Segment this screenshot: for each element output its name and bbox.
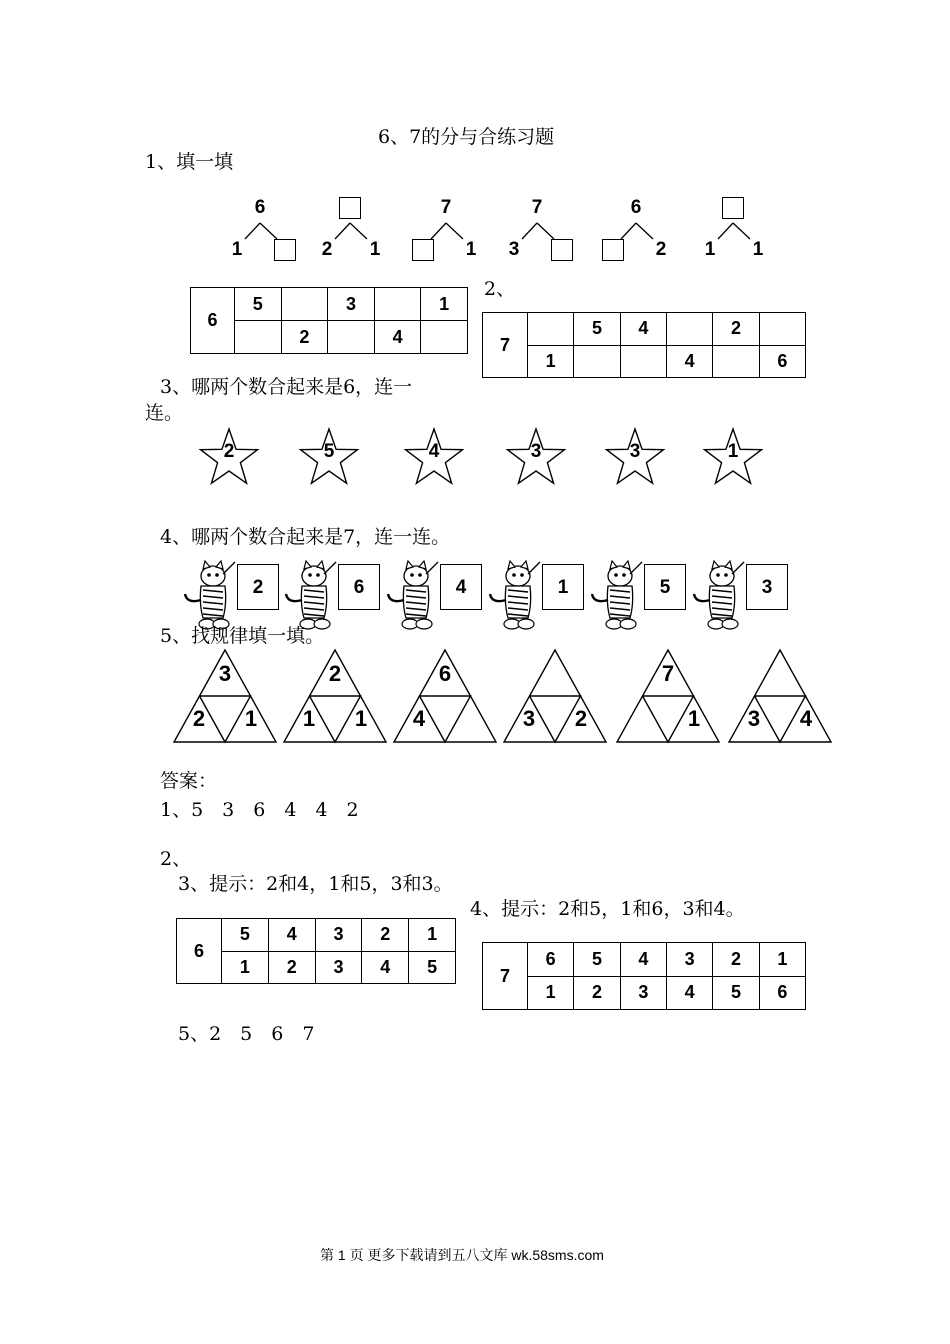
cat-number: 3 bbox=[761, 576, 773, 598]
answer-box[interactable] bbox=[722, 197, 744, 219]
tree-number: 1 bbox=[704, 239, 716, 260]
table-cell: 4 bbox=[620, 943, 666, 977]
cat-number-box bbox=[338, 564, 380, 610]
number-bond-tree bbox=[310, 192, 390, 272]
cat-card[interactable] bbox=[386, 560, 482, 636]
table-cell: 1 bbox=[759, 943, 805, 977]
table-cell: 3 bbox=[315, 919, 362, 952]
tree-number: 1 bbox=[752, 239, 764, 260]
cat-icon bbox=[590, 560, 650, 636]
page-title: 6、7的分与合练习题 bbox=[378, 126, 555, 148]
triangle-number: 2 bbox=[328, 661, 342, 686]
number-bond-tree bbox=[406, 192, 486, 272]
answer-3: 3、提示：2和4，1和5，3和3。 bbox=[178, 873, 453, 895]
star-card[interactable] bbox=[198, 427, 260, 487]
star-card[interactable] bbox=[702, 427, 764, 487]
table-cell: 2 bbox=[268, 951, 315, 984]
table-cell[interactable]: 2 bbox=[281, 321, 328, 354]
cat-number-box bbox=[237, 564, 279, 610]
page-footer: 第 1 页 更多下载请到五八文库 wk.58sms.com bbox=[320, 1247, 604, 1263]
tree-number: 2 bbox=[655, 239, 667, 260]
star-card[interactable] bbox=[298, 427, 360, 487]
table-cell[interactable] bbox=[235, 321, 282, 354]
triangle-blank[interactable] bbox=[766, 663, 794, 687]
tree-number: 7 bbox=[531, 197, 543, 218]
table-head: 6 bbox=[191, 288, 235, 354]
tree-number: 3 bbox=[508, 239, 520, 260]
triangle-number: 2 bbox=[192, 706, 206, 731]
table-cell[interactable]: 4 bbox=[666, 345, 712, 378]
triangle-number: 3 bbox=[218, 661, 232, 686]
q1-table-6 bbox=[190, 287, 468, 354]
cat-number: 4 bbox=[455, 576, 467, 598]
cat-number: 5 bbox=[659, 576, 671, 598]
table-cell[interactable]: 4 bbox=[620, 313, 666, 346]
table-cell[interactable] bbox=[713, 345, 759, 378]
table-head: 7 bbox=[483, 313, 528, 378]
star-card[interactable] bbox=[505, 427, 567, 487]
star-card[interactable] bbox=[604, 427, 666, 487]
table-cell[interactable]: 1 bbox=[421, 288, 468, 321]
answer-table-6 bbox=[176, 918, 456, 984]
table-cell[interactable] bbox=[759, 313, 805, 346]
table-cell[interactable] bbox=[281, 288, 328, 321]
answers-heading: 答案： bbox=[160, 770, 218, 792]
tree-number: 1 bbox=[231, 239, 243, 260]
question-3-label-cont: 连。 bbox=[145, 402, 184, 424]
star-number: 5 bbox=[323, 441, 335, 462]
question-1-label: 1、填一填 bbox=[145, 151, 234, 173]
table-cell[interactable]: 2 bbox=[713, 313, 759, 346]
table-cell: 6 bbox=[759, 976, 805, 1010]
table-cell: 3 bbox=[666, 943, 712, 977]
table-cell[interactable] bbox=[666, 313, 712, 346]
answer-box[interactable] bbox=[339, 197, 361, 219]
table-cell[interactable] bbox=[528, 313, 574, 346]
triangle-number: 3 bbox=[522, 706, 536, 731]
star-number: 1 bbox=[727, 441, 739, 462]
cat-icon bbox=[386, 560, 446, 636]
table-cell[interactable]: 3 bbox=[328, 288, 375, 321]
table-cell: 5 bbox=[222, 919, 269, 952]
triangle-number: 2 bbox=[574, 706, 588, 731]
tree-number: 6 bbox=[630, 197, 642, 218]
number-bond-tree bbox=[693, 192, 773, 272]
table-head: 7 bbox=[483, 943, 528, 1010]
number-bond-tree bbox=[220, 192, 300, 272]
answer-5: 5、2 5 6 7 bbox=[178, 1023, 315, 1045]
table-cell[interactable]: 5 bbox=[235, 288, 282, 321]
question-4-label: 4、哪两个数合起来是7，连一连。 bbox=[160, 526, 451, 548]
table-cell: 1 bbox=[222, 951, 269, 984]
table-cell: 6 bbox=[528, 943, 574, 977]
number-bond-tree bbox=[497, 192, 577, 272]
table-cell: 3 bbox=[620, 976, 666, 1010]
triangle-number: 7 bbox=[661, 661, 675, 686]
triangle-number: 4 bbox=[412, 706, 426, 731]
table-cell[interactable]: 1 bbox=[528, 345, 574, 378]
triangle-number: 1 bbox=[687, 706, 701, 731]
table-cell[interactable]: 6 bbox=[759, 345, 805, 378]
cat-number: 6 bbox=[353, 576, 365, 598]
table-cell[interactable]: 4 bbox=[374, 321, 421, 354]
table-cell[interactable] bbox=[374, 288, 421, 321]
question-2-label: 2、 bbox=[484, 278, 516, 300]
table-cell: 5 bbox=[574, 943, 620, 977]
table-cell[interactable] bbox=[328, 321, 375, 354]
tree-number: 1 bbox=[465, 239, 477, 260]
triangle-number: 4 bbox=[799, 706, 813, 731]
cat-card[interactable] bbox=[692, 560, 788, 636]
q2-table-7 bbox=[482, 312, 806, 378]
tree-number: 2 bbox=[321, 239, 333, 260]
cat-icon bbox=[692, 560, 752, 636]
cat-icon bbox=[488, 560, 548, 636]
star-number: 3 bbox=[629, 441, 641, 462]
table-cell[interactable]: 5 bbox=[574, 313, 620, 346]
triangle-number: 6 bbox=[438, 661, 452, 686]
pattern-triangle bbox=[615, 648, 721, 744]
answer-2: 2、 bbox=[160, 848, 192, 870]
star-number: 3 bbox=[530, 441, 542, 462]
triangle-blank[interactable] bbox=[628, 708, 656, 732]
answer-1: 1、5 3 6 4 4 2 bbox=[160, 799, 359, 821]
star-number: 2 bbox=[223, 441, 235, 462]
answer-4: 4、提示：2和5，1和6，3和4。 bbox=[470, 898, 745, 920]
cat-number: 2 bbox=[252, 576, 264, 598]
tree-number: 1 bbox=[369, 239, 381, 260]
cat-number-box bbox=[746, 564, 788, 610]
table-cell: 2 bbox=[574, 976, 620, 1010]
answer-box[interactable] bbox=[412, 239, 434, 261]
triangle-number: 1 bbox=[354, 706, 368, 731]
table-cell: 5 bbox=[409, 951, 456, 984]
table-cell[interactable] bbox=[574, 345, 620, 378]
table-cell: 4 bbox=[268, 919, 315, 952]
tree-number: 6 bbox=[254, 197, 266, 218]
pattern-triangle bbox=[282, 648, 388, 744]
pattern-triangle bbox=[727, 648, 833, 744]
pattern-triangle bbox=[502, 648, 608, 744]
cat-card[interactable] bbox=[488, 560, 584, 636]
star-card[interactable] bbox=[403, 427, 465, 487]
table-cell: 1 bbox=[409, 919, 456, 952]
table-cell: 1 bbox=[528, 976, 574, 1010]
answer-box[interactable] bbox=[551, 239, 573, 261]
cat-number-box bbox=[440, 564, 482, 610]
cat-card[interactable] bbox=[590, 560, 686, 636]
star-number: 4 bbox=[428, 441, 440, 462]
table-cell: 4 bbox=[666, 976, 712, 1010]
pattern-triangle bbox=[172, 648, 278, 744]
triangle-blank[interactable] bbox=[457, 708, 485, 732]
number-bond-tree bbox=[596, 192, 676, 272]
question-3-label: 3、哪两个数合起来是6，连一 bbox=[160, 376, 413, 398]
table-cell: 4 bbox=[362, 951, 409, 984]
triangle-number: 3 bbox=[747, 706, 761, 731]
triangle-number: 1 bbox=[302, 706, 316, 731]
table-cell: 2 bbox=[362, 919, 409, 952]
answer-box[interactable] bbox=[274, 239, 296, 261]
cat-number-box bbox=[644, 564, 686, 610]
triangle-blank[interactable] bbox=[541, 663, 569, 687]
question-5-label: 5、找规律填一填。 bbox=[160, 625, 325, 647]
table-cell: 5 bbox=[713, 976, 759, 1010]
triangle-number: 1 bbox=[244, 706, 258, 731]
answer-table-7 bbox=[482, 942, 806, 1010]
table-cell[interactable] bbox=[620, 345, 666, 378]
table-cell[interactable] bbox=[421, 321, 468, 354]
pattern-triangle bbox=[392, 648, 498, 744]
cat-number-box bbox=[542, 564, 584, 610]
cat-number: 1 bbox=[557, 576, 569, 598]
table-cell: 2 bbox=[713, 943, 759, 977]
table-head: 6 bbox=[177, 919, 222, 984]
answer-box[interactable] bbox=[602, 239, 624, 261]
tree-number: 7 bbox=[440, 197, 452, 218]
table-cell: 3 bbox=[315, 951, 362, 984]
